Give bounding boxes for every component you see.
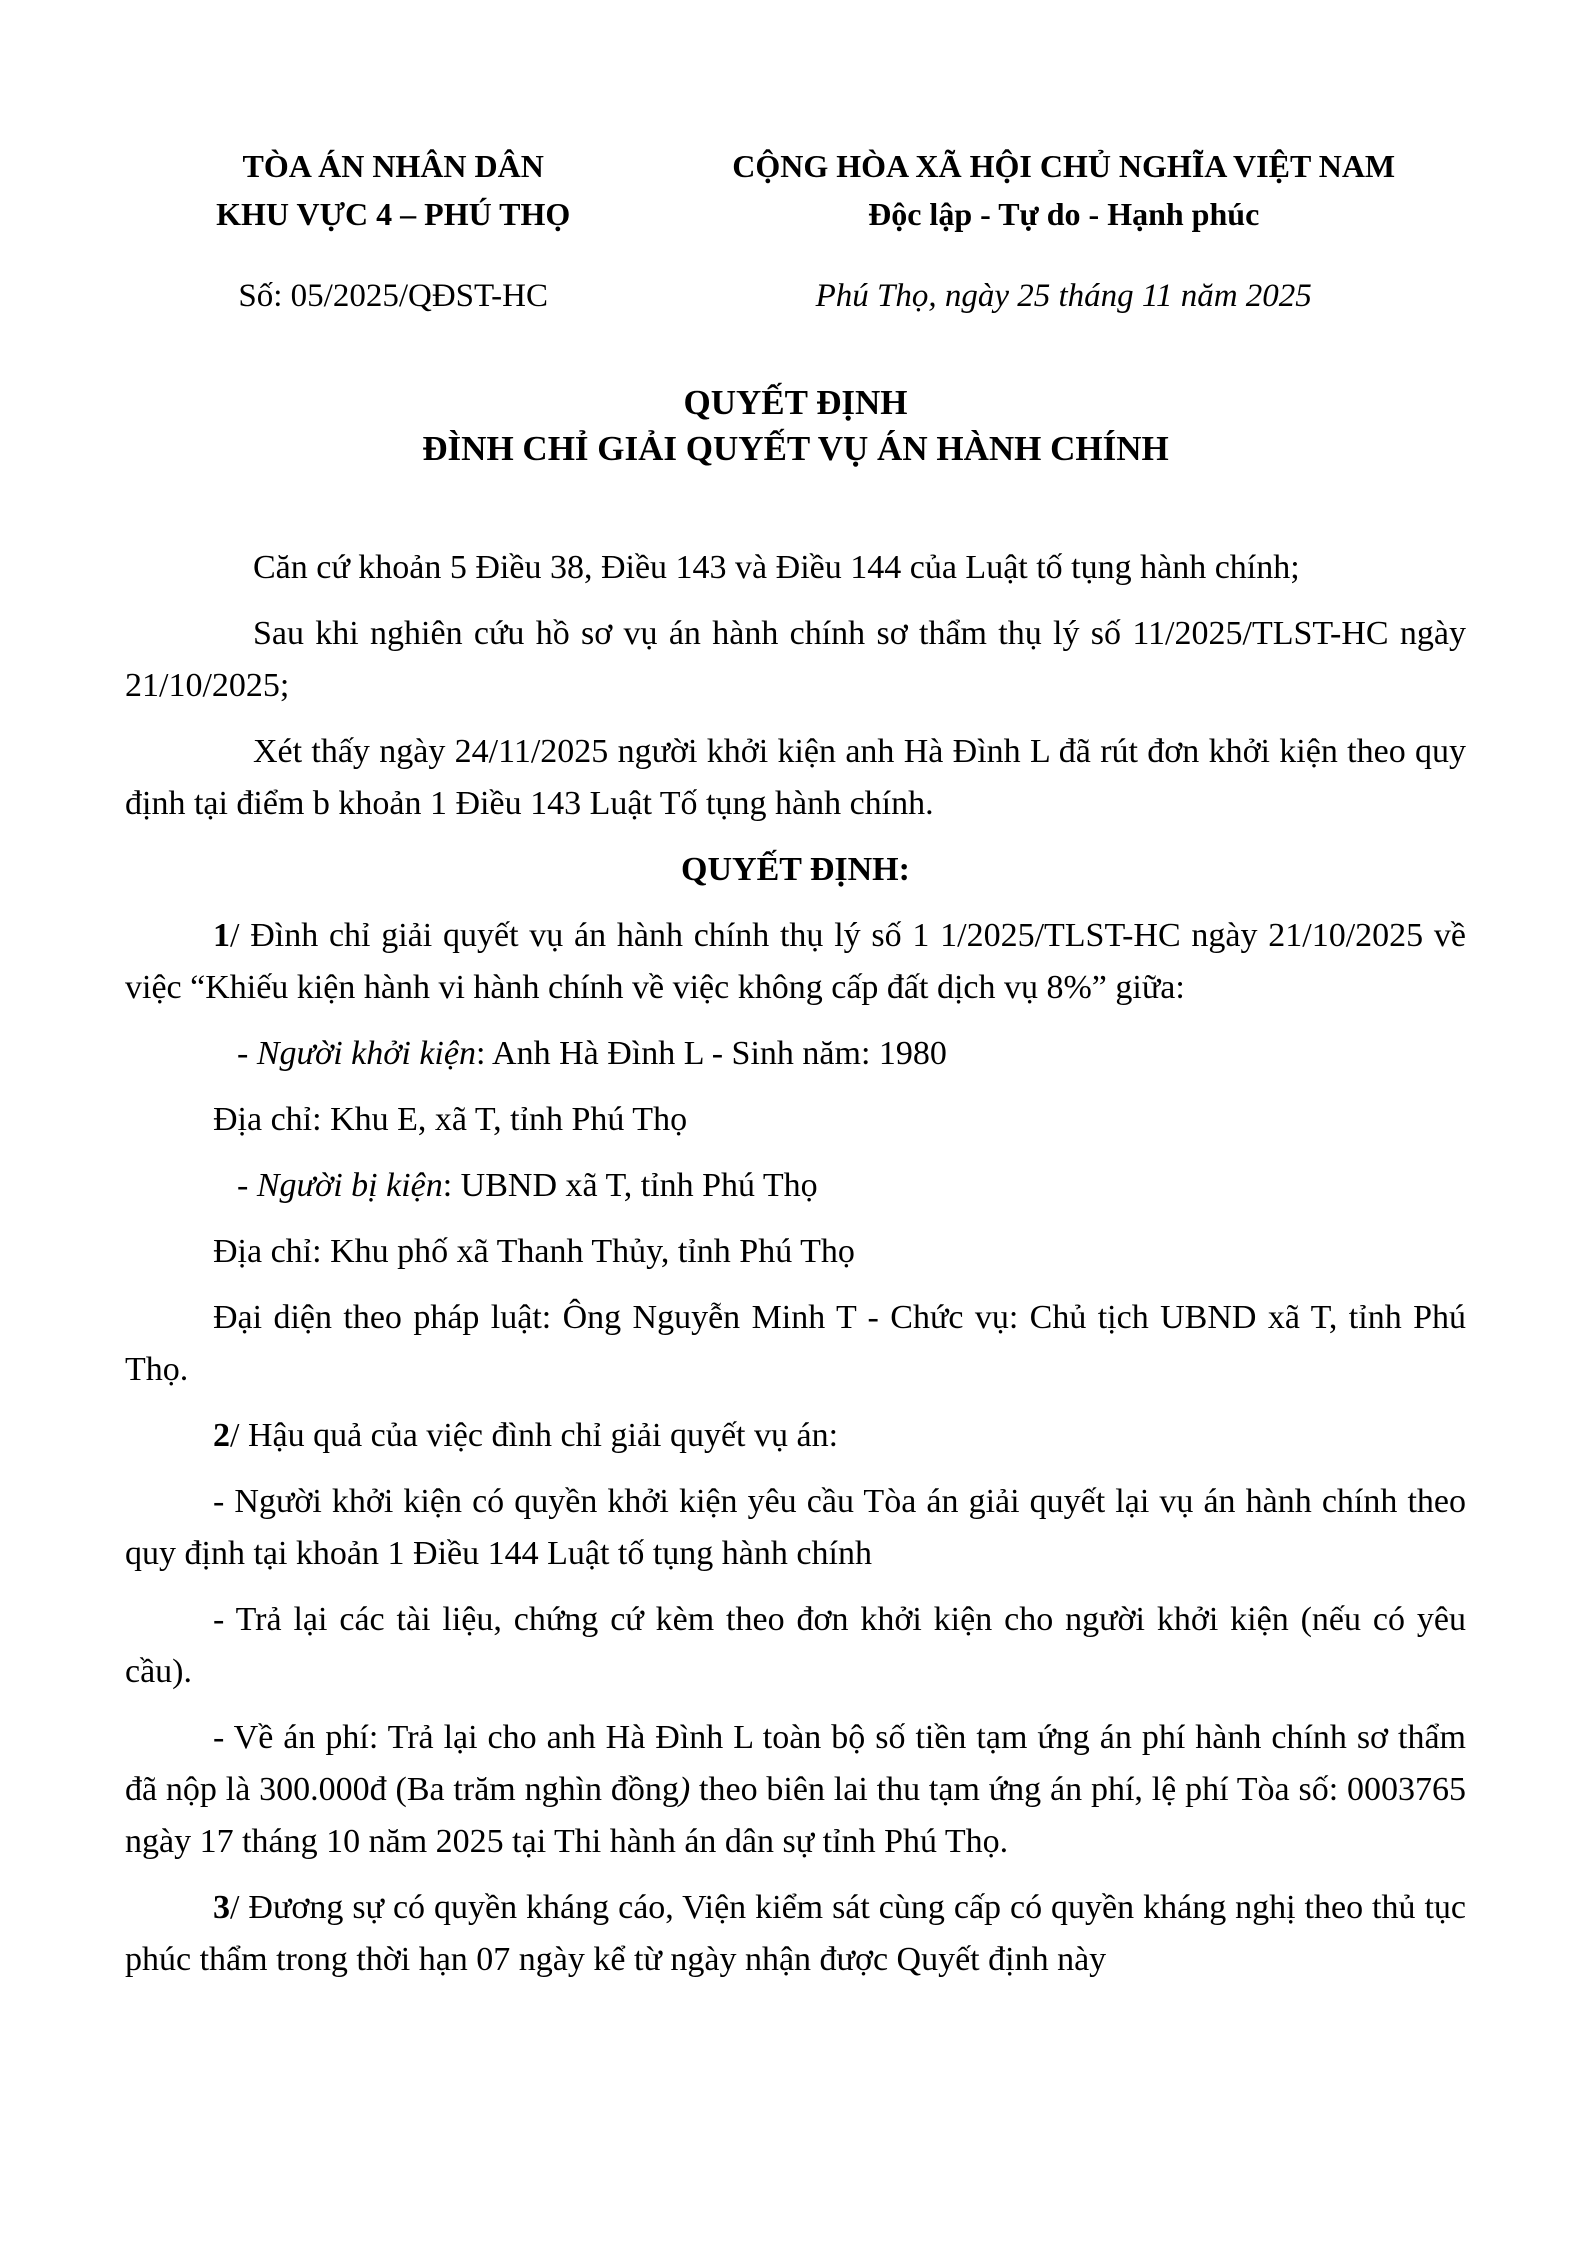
text-run: 1 bbox=[213, 917, 230, 954]
court-header-block bbox=[125, 142, 661, 320]
text-run: / Đình chỉ giải quyết vụ án hành chính thụ lý số 1 1/2025/TLST-HC ngày 21/10/2025 về việc “Khiếu kiện hành vi hành chính về việc không cấp đất dịch vụ 8%” giữa: bbox=[125, 917, 1466, 1006]
section-heading bbox=[125, 844, 1466, 896]
text-run: ) bbox=[678, 1771, 691, 1808]
decision-subtitle: ĐÌNH CHỈ GIẢI QUYẾT VỤ ÁN HÀNH CHÍNH bbox=[422, 429, 1169, 468]
text-run: 2 bbox=[213, 1417, 230, 1454]
body-paragraph bbox=[125, 1594, 1466, 1698]
document-number: Số: 05/2025/QĐST-HC bbox=[238, 278, 548, 314]
text-run: Người khởi kiện bbox=[256, 1035, 476, 1072]
body-paragraph bbox=[125, 1160, 1466, 1212]
body-paragraph bbox=[125, 1712, 1466, 1868]
national-motto: Độc lập - Tự do - Hạnh phúc bbox=[868, 196, 1260, 232]
text-run: Sau khi nghiên cứu hồ sơ vụ án hành chính sơ thẩm thụ lý số 11/2025/TLST-HC ngày 21/10/2025; bbox=[125, 615, 1466, 704]
decision-title-block bbox=[125, 380, 1466, 472]
text-run: : Anh Hà Đình L - Sinh năm: 1980 bbox=[475, 1035, 947, 1072]
court-name-line1: TÒA ÁN NHÂN DÂN bbox=[242, 148, 544, 184]
text-run: - Về án phí: Trả lại cho anh Hà Đình L toàn bộ số tiền tạm ứng án phí hành chính sơ thẩm đã nộp là 300.000đ (Ba trăm nghìn đồng bbox=[125, 1719, 1466, 1808]
text-run: : UBND xã T, tỉnh Phú Thọ bbox=[442, 1167, 818, 1204]
text-run: theo biên lai thu tạm ứng án phí, lệ phí Tòa số: 0003765 ngày 17 tháng 10 năm 2025 tại Thi hành án dân sự tỉnh Phú Thọ. bbox=[125, 1771, 1466, 1860]
text-run: / Hậu quả của việc đình chỉ giải quyết vụ án: bbox=[230, 1417, 839, 1454]
body-paragraph bbox=[125, 542, 1466, 594]
court-name-line2: KHU VỰC 4 – PHÚ THỌ bbox=[216, 196, 571, 232]
national-title: CỘNG HÒA XÃ HỘI CHỦ NGHĨA VIỆT NAM bbox=[732, 148, 1396, 184]
body-paragraph bbox=[125, 1476, 1466, 1580]
text-run: - bbox=[237, 1035, 257, 1072]
body-paragraph bbox=[125, 910, 1466, 1014]
place-dateline: Phú Thọ, ngày 25 tháng 11 năm 2025 bbox=[815, 278, 1312, 314]
text-run: Người bị kiện bbox=[256, 1167, 443, 1204]
body-paragraph bbox=[125, 1226, 1466, 1278]
body-paragraph bbox=[125, 608, 1466, 712]
body-paragraph bbox=[125, 1882, 1466, 1986]
text-run: Địa chỉ: Khu phố xã Thanh Thủy, tỉnh Phú Thọ bbox=[213, 1233, 855, 1270]
text-run: Địa chỉ: Khu E, xã T, tỉnh Phú Thọ bbox=[213, 1101, 688, 1138]
body-paragraph bbox=[125, 1028, 1466, 1080]
text-run: Xét thấy ngày 24/11/2025 người khởi kiện anh Hà Đình L đã rút đơn khởi kiện theo quy định tại điểm b khoản 1 Điều 143 Luật Tố tụng hành chính. bbox=[125, 733, 1466, 822]
document-header bbox=[125, 142, 1466, 320]
body-paragraph bbox=[125, 1410, 1466, 1462]
text-run: - bbox=[237, 1167, 257, 1204]
text-run: - Trả lại các tài liệu, chứng cứ kèm theo đơn khởi kiện cho người khởi kiện (nếu có yêu cầu). bbox=[125, 1601, 1466, 1690]
body-paragraph bbox=[125, 1292, 1466, 1396]
text-run: 3 bbox=[213, 1889, 230, 1926]
text-run: / Đương sự có quyền kháng cáo, Viện kiểm sát cùng cấp có quyền kháng nghị theo thủ tục phúc thẩm trong thời hạn 07 ngày kể từ ngày nhận được Quyết định này bbox=[125, 1889, 1466, 1978]
text-run: - Người khởi kiện có quyền khởi kiện yêu cầu Tòa án giải quyết lại vụ án hành chính theo quy định tại khoản 1 Điều 144 Luật tố tụng hành chính bbox=[125, 1483, 1466, 1572]
body-paragraph bbox=[125, 726, 1466, 830]
body-paragraph bbox=[125, 1094, 1466, 1146]
text-run: Đại diện theo pháp luật: Ông Nguyễn Minh T - Chức vụ: Chủ tịch UBND xã T, tỉnh Phú Thọ. bbox=[125, 1299, 1466, 1388]
national-header-block bbox=[661, 142, 1466, 320]
decision-body bbox=[125, 542, 1466, 1986]
text-run: QUYẾT ĐỊNH: bbox=[681, 851, 910, 888]
text-run: Căn cứ khoản 5 Điều 38, Điều 143 và Điều 144 của Luật tố tụng hành chính; bbox=[253, 549, 1300, 586]
decision-title: QUYẾT ĐỊNH bbox=[683, 383, 908, 422]
